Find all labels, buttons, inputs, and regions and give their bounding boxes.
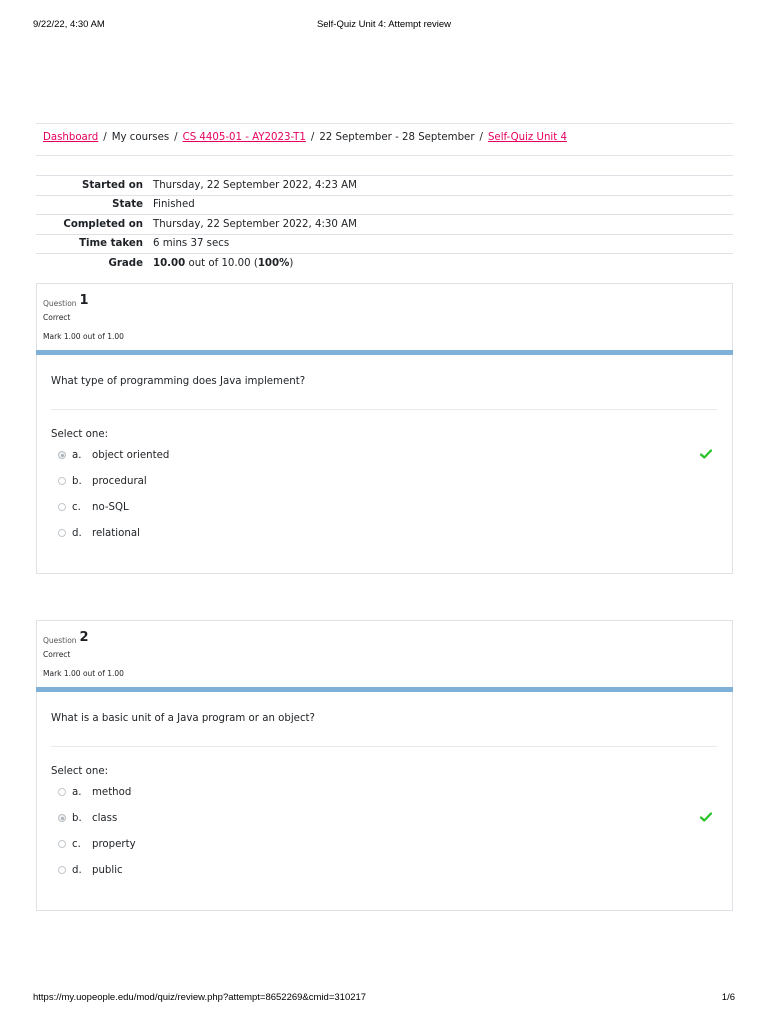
answer-radio[interactable] xyxy=(58,477,66,485)
question-text: What type of programming does Java implement? xyxy=(51,355,717,410)
summary-label: State xyxy=(112,199,143,211)
answer-option-c[interactable] xyxy=(51,831,717,857)
answer-text: object oriented xyxy=(92,449,170,461)
question-mark: Mark 1.00 out of 1.00 xyxy=(43,669,124,678)
select-one-prompt: Select one: xyxy=(51,766,109,777)
summary-label: Grade xyxy=(108,258,143,270)
answer-text: public xyxy=(92,864,123,876)
answer-option-c[interactable] xyxy=(51,494,717,520)
answer-radio[interactable] xyxy=(58,529,66,537)
answer-radio[interactable] xyxy=(58,503,66,511)
breadcrumb-week: 22 September - 28 September xyxy=(319,132,475,143)
breadcrumb-quiz-link[interactable]: Self-Quiz Unit 4 xyxy=(487,132,567,143)
answer-text: relational xyxy=(92,527,140,539)
question-mark: Mark 1.00 out of 1.00 xyxy=(43,332,124,341)
print-header xyxy=(33,19,735,33)
question-state: Correct xyxy=(43,313,71,322)
answer-radio[interactable] xyxy=(58,840,66,848)
breadcrumb xyxy=(36,123,733,156)
breadcrumb-dashboard-link[interactable]: Dashboard xyxy=(43,132,99,143)
attempt-summary-table xyxy=(36,175,733,274)
summary-row-started-on xyxy=(36,176,733,196)
question-content xyxy=(37,355,732,546)
answer-text: procedural xyxy=(92,475,147,487)
question-2 xyxy=(36,620,733,911)
question-state: Correct xyxy=(43,650,71,659)
correct-check-icon xyxy=(700,449,712,459)
print-footer xyxy=(33,992,735,1003)
answer-option-d[interactable] xyxy=(51,520,717,546)
question-content xyxy=(37,692,732,883)
question-text: What is a basic unit of a Java program or an object? xyxy=(51,692,717,747)
summary-value: Finished xyxy=(153,199,195,211)
answer-radio[interactable] xyxy=(58,788,66,796)
breadcrumb-separator: / xyxy=(479,132,483,143)
answer-radio[interactable] xyxy=(58,866,66,874)
summary-row-completed-on xyxy=(36,215,733,235)
answer-radio-checked[interactable] xyxy=(58,814,66,822)
summary-value: Thursday, 22 September 2022, 4:30 AM xyxy=(153,218,357,230)
answer-text: method xyxy=(92,786,132,798)
answer-letter: d. xyxy=(72,864,82,876)
answer-letter: c. xyxy=(72,501,81,513)
grade-close: ) xyxy=(289,258,294,270)
grade-score: 10.00 xyxy=(153,258,186,270)
answer-option-b[interactable] xyxy=(51,805,717,831)
question-1 xyxy=(36,283,733,574)
breadcrumb-separator: / xyxy=(174,132,178,143)
breadcrumb-separator: / xyxy=(103,132,107,143)
summary-row-grade xyxy=(36,254,733,274)
summary-value: 6 mins 37 secs xyxy=(153,238,230,250)
summary-row-time-taken xyxy=(36,235,733,255)
question-number: 1 xyxy=(79,293,89,308)
question-info xyxy=(37,621,732,687)
question-number: 2 xyxy=(79,630,89,645)
breadcrumb-course-link[interactable]: CS 4405-01 - AY2023-T1 xyxy=(182,132,306,143)
answer-letter: b. xyxy=(72,475,82,487)
print-datetime: 9/22/22, 4:30 AM xyxy=(33,19,105,30)
summary-value: Thursday, 22 September 2022, 4:23 AM xyxy=(153,179,357,191)
correct-check-icon xyxy=(700,812,712,822)
answer-letter: b. xyxy=(72,812,82,824)
answer-option-b[interactable] xyxy=(51,468,717,494)
answer-option-d[interactable] xyxy=(51,857,717,883)
grade-percent: 100% xyxy=(257,258,290,270)
summary-value xyxy=(143,258,293,269)
summary-row-state xyxy=(36,196,733,216)
breadcrumb-my-courses: My courses xyxy=(111,132,170,143)
answer-letter: c. xyxy=(72,838,81,850)
answer-option-a[interactable] xyxy=(51,442,717,468)
answer-text: property xyxy=(92,838,136,850)
answer-letter: a. xyxy=(72,786,82,798)
breadcrumb-separator: / xyxy=(310,132,315,143)
answer-option-a[interactable] xyxy=(51,779,717,805)
answer-text: class xyxy=(92,812,118,824)
print-url: https://my.uopeople.edu/mod/quiz/review.php?attempt=8652269&cmid=310217 xyxy=(33,992,367,1003)
summary-label: Time taken xyxy=(79,238,143,250)
question-label: Question xyxy=(43,299,77,308)
question-info xyxy=(37,284,732,350)
summary-label: Completed on xyxy=(63,218,143,230)
answer-radio-checked[interactable] xyxy=(58,451,66,459)
select-one-prompt: Select one: xyxy=(51,429,109,440)
print-title: Self-Quiz Unit 4: Attempt review xyxy=(316,19,452,30)
question-label: Question xyxy=(43,636,77,645)
answer-text: no-SQL xyxy=(92,501,129,513)
summary-label: Started on xyxy=(82,179,143,191)
answer-letter: a. xyxy=(72,449,82,461)
grade-out-of: out of 10.00 ( xyxy=(185,258,258,270)
print-page-number: 1/6 xyxy=(721,992,735,1003)
answer-letter: d. xyxy=(72,527,82,539)
